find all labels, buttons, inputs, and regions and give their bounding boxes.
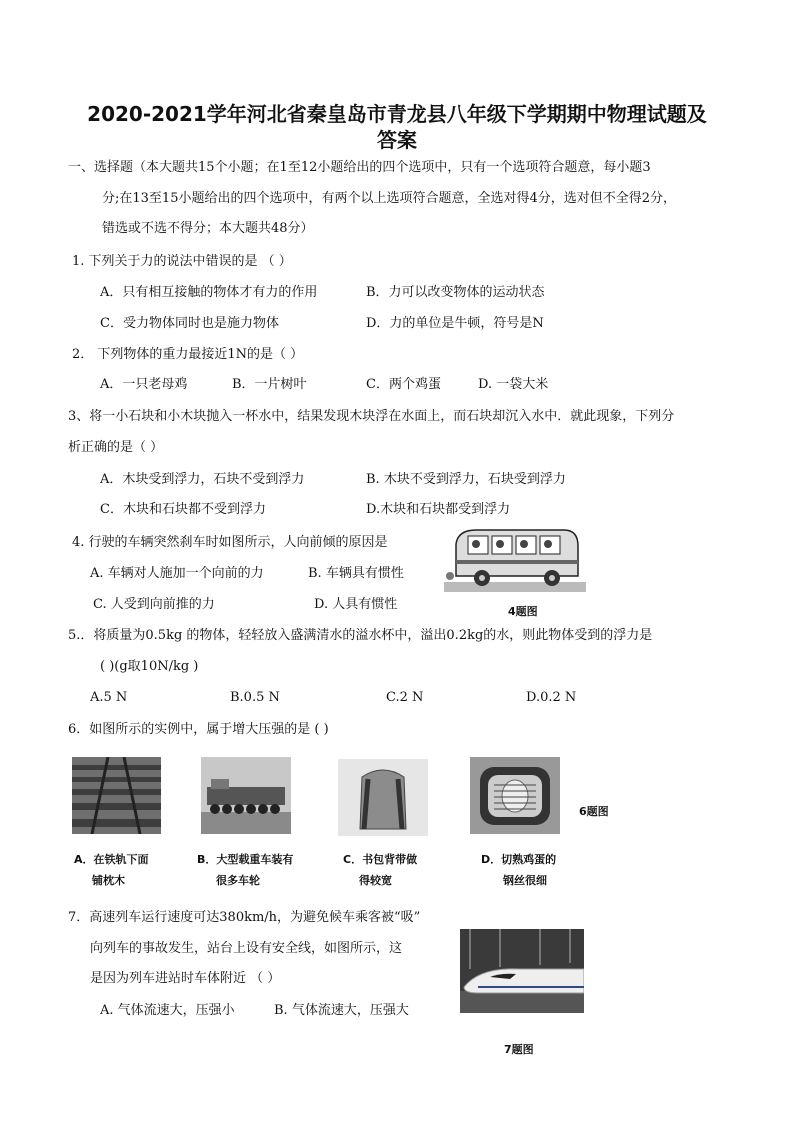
- question-3-option-b: B. 木块不受到浮力，石块受到浮力: [366, 472, 566, 487]
- question-4-option-b: B. 车辆具有惯性: [308, 566, 404, 581]
- figure-6-a-label-line1: A．在铁轨下面: [74, 853, 149, 866]
- page-title-continued: 答案: [377, 128, 417, 152]
- question-1-option-b: B．力可以改变物体的运动状态: [366, 285, 545, 300]
- high-speed-train-photo: [460, 929, 584, 1013]
- figure-6-d-label-line2: 钢丝很细: [503, 874, 547, 887]
- question-3-option-d: D.木块和石块都受到浮力: [366, 502, 511, 517]
- question-2-option-a: A．一只老母鸡: [100, 377, 188, 392]
- question-4-option-c: C. 人受到向前推的力: [93, 597, 215, 612]
- figure-6-c-label-line2: 得较宽: [359, 874, 392, 887]
- question-1-option-a: A．只有相互接触的物体才有力的作用: [100, 285, 318, 300]
- question-4-option-d: D. 人具有惯性: [314, 597, 398, 612]
- question-5-option-d: D.0.2 N: [526, 690, 577, 705]
- question-7-option-a: A. 气体流速大，压强小: [100, 1003, 235, 1018]
- question-4-option-a: A. 车辆对人施加一个向前的力: [90, 566, 264, 581]
- question-7-stem-line2: 向列车的事故发生，站台上设有安全线，如图所示，这: [90, 941, 403, 956]
- question-3-option-c: C．木块和石块都不受到浮力: [100, 502, 266, 517]
- question-3-stem-line1: 3、将一小石块和小木块抛入一杯水中，结果发现木块浮在水面上，而石块却沉入水中．就此现象，下列分: [68, 409, 675, 424]
- question-3-stem-line2: 析正确的是（ ）: [68, 440, 164, 455]
- question-1-stem: 1. 下列关于力的说法中错误的是 （ ）: [72, 254, 292, 269]
- question-3-option-a: A．木块受到浮力，石块不受到浮力: [100, 472, 305, 487]
- question-7-option-b: B. 气体流速大，压强大: [274, 1003, 409, 1018]
- question-5-option-b: B.0.5 N: [230, 690, 280, 705]
- bus-braking-illustration: [444, 524, 586, 594]
- backpack-photo: [338, 759, 428, 836]
- section-instructions-line3: 错选或不选不得分；本大题共48分）: [102, 221, 314, 236]
- question-7-stem-line1: 7．高速列车运行速度可达380km/h，为避免候车乘客被“吸”: [68, 910, 421, 925]
- page-title: 2020-2021学年河北省秦皇岛市青龙县八年级下学期期中物理试题及: [87, 102, 707, 126]
- section-instructions-line2: 分;在13至15小题给出的四个选项中，有两个以上选项符合题意，全选对得4分，选对但不全得2分，: [102, 191, 677, 206]
- figure-4-caption: 4题图: [508, 605, 538, 618]
- figure-7-caption: 7题图: [504, 1043, 534, 1056]
- figure-6-b-label-line1: B．大型载重车装有: [197, 853, 294, 866]
- section-instructions-line1: 一、选择题（本大题共15个小题；在1至12小题给出的四个选项中，只有一个选项符合题意，每小题3: [68, 160, 651, 175]
- question-5-option-a: A.5 N: [90, 690, 128, 705]
- question-5-option-c: C.2 N: [386, 690, 424, 705]
- question-6-stem: 6．如图所示的实例中，属于增大压强的是 ( ): [68, 722, 329, 737]
- figure-6-c-label-line1: C．书包背带做: [343, 853, 418, 866]
- question-2-option-b: B．一片树叶: [232, 377, 307, 392]
- question-5-stem-line1: 5.．将质量为0.5kg 的物体，轻轻放入盛满清水的溢水杯中，溢出0.2kg的水，则此物体受到的浮力是: [68, 628, 653, 643]
- question-7-stem-line3: 是因为列车进站时车体附近 （ ）: [90, 971, 281, 986]
- question-5-stem-line2: ( )(g取10N/kg ): [100, 659, 199, 674]
- railway-sleepers-photo: [72, 757, 161, 834]
- question-4-stem: 4. 行驶的车辆突然刹车时如图所示，人向前倾的原因是: [72, 535, 388, 550]
- question-2-option-c: C．两个鸡蛋: [366, 377, 441, 392]
- figure-6-caption: 6题图: [579, 805, 609, 818]
- heavy-truck-photo: [201, 757, 291, 834]
- question-1-option-d: D．力的单位是牛顿，符号是N: [366, 316, 544, 331]
- question-2-option-d: D. 一袋大米: [478, 377, 549, 392]
- figure-6-a-label-line2: 铺枕木: [92, 874, 125, 887]
- egg-slicer-photo: [470, 757, 560, 834]
- figure-6-d-label-line1: D．切熟鸡蛋的: [481, 853, 557, 866]
- question-2-stem: 2． 下列物体的重力最接近1N的是（ ）: [72, 347, 304, 362]
- question-1-option-c: C．受力物体同时也是施力物体: [100, 316, 279, 331]
- figure-6-b-label-line2: 很多车轮: [216, 874, 260, 887]
